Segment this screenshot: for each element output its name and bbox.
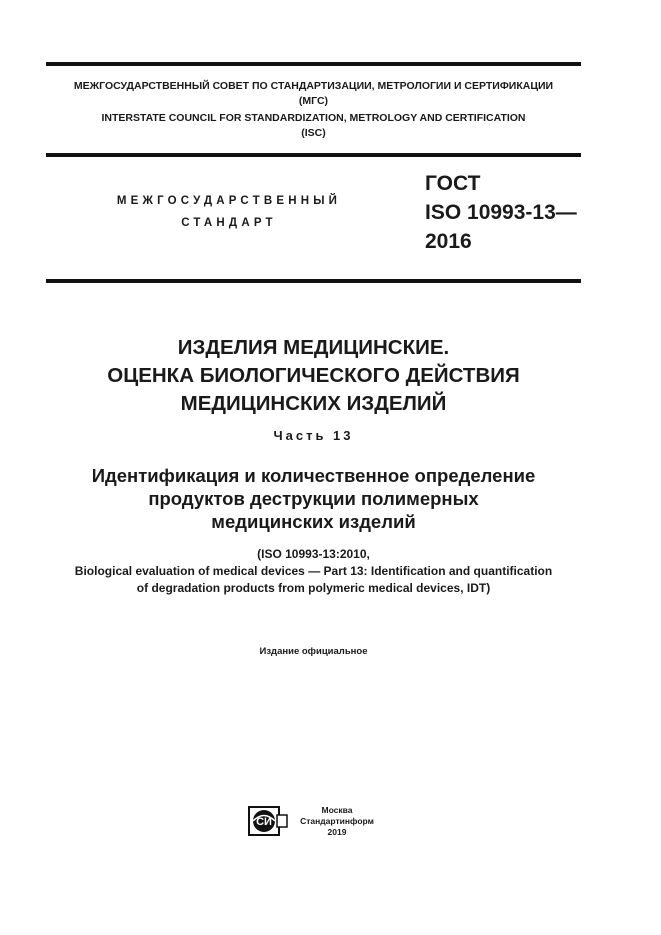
- title-line1: ИЗДЕЛИЯ МЕДИЦИНСКИЕ.: [177, 336, 450, 359]
- document-subtitle: [46, 464, 581, 533]
- title-line3: МЕДИЦИНСКИХ ИЗДЕЛИЙ: [180, 392, 447, 415]
- standard-type-line2: СТАНДАРТ: [181, 217, 277, 229]
- iso-reference-line3: of degradation products from polymeric medical devices, IDT): [136, 581, 491, 595]
- publisher-city: Москва: [321, 805, 353, 815]
- part-number: Часть 13: [273, 428, 354, 443]
- council-name-english: [46, 111, 581, 141]
- subtitle-line3: медицинских изделий: [211, 511, 416, 532]
- council-ru-abbr: (МГС): [298, 95, 329, 107]
- header-rule: [46, 153, 581, 157]
- subtitle-line2: продуктов деструкции полимерных: [148, 488, 479, 509]
- publisher-name: Стандартинформ: [300, 816, 374, 826]
- document-title: [46, 334, 581, 418]
- iso-reference-line2: Biological evaluation of medical devices — Part 13: Identification and quantification: [74, 564, 553, 578]
- iso-reference: [20, 546, 607, 597]
- edition-label: Издание официальное: [259, 646, 368, 657]
- subtitle-line1: Идентификация и количественное определение: [91, 465, 536, 486]
- council-en-abbr: (ISC): [301, 127, 326, 139]
- publisher-imprint: [297, 805, 377, 838]
- section-rule: [46, 279, 581, 283]
- council-en-line1: INTERSTATE COUNCIL FOR STANDARDIZATION, METROLOGY AND CERTIFICATION: [101, 112, 526, 124]
- top-rule: [46, 62, 581, 66]
- designation-line1: ГОСТ: [425, 172, 481, 195]
- designation-line3: 2016: [425, 230, 472, 253]
- publication-year: 2019: [327, 827, 347, 837]
- standard-type-label: [100, 190, 358, 234]
- standartinform-logo-icon: [248, 806, 288, 836]
- designation-line2: ISO 10993-13—: [425, 201, 577, 224]
- iso-reference-line1: (ISO 10993-13:2010,: [257, 547, 370, 561]
- standard-designation: [425, 169, 577, 256]
- standard-type-line1: МЕЖГОСУДАРСТВЕННЫЙ: [116, 195, 342, 207]
- council-ru-line1: МЕЖГОСУДАРСТВЕННЫЙ СОВЕТ ПО СТАНДАРТИЗАЦИИ, МЕТРОЛОГИИ И СЕРТИФИКАЦИИ: [73, 80, 554, 92]
- council-name-russian: [46, 79, 581, 109]
- logo-text: СИ: [256, 816, 272, 828]
- title-line2: ОЦЕНКА БИОЛОГИЧЕСКОГО ДЕЙСТВИЯ: [107, 364, 520, 387]
